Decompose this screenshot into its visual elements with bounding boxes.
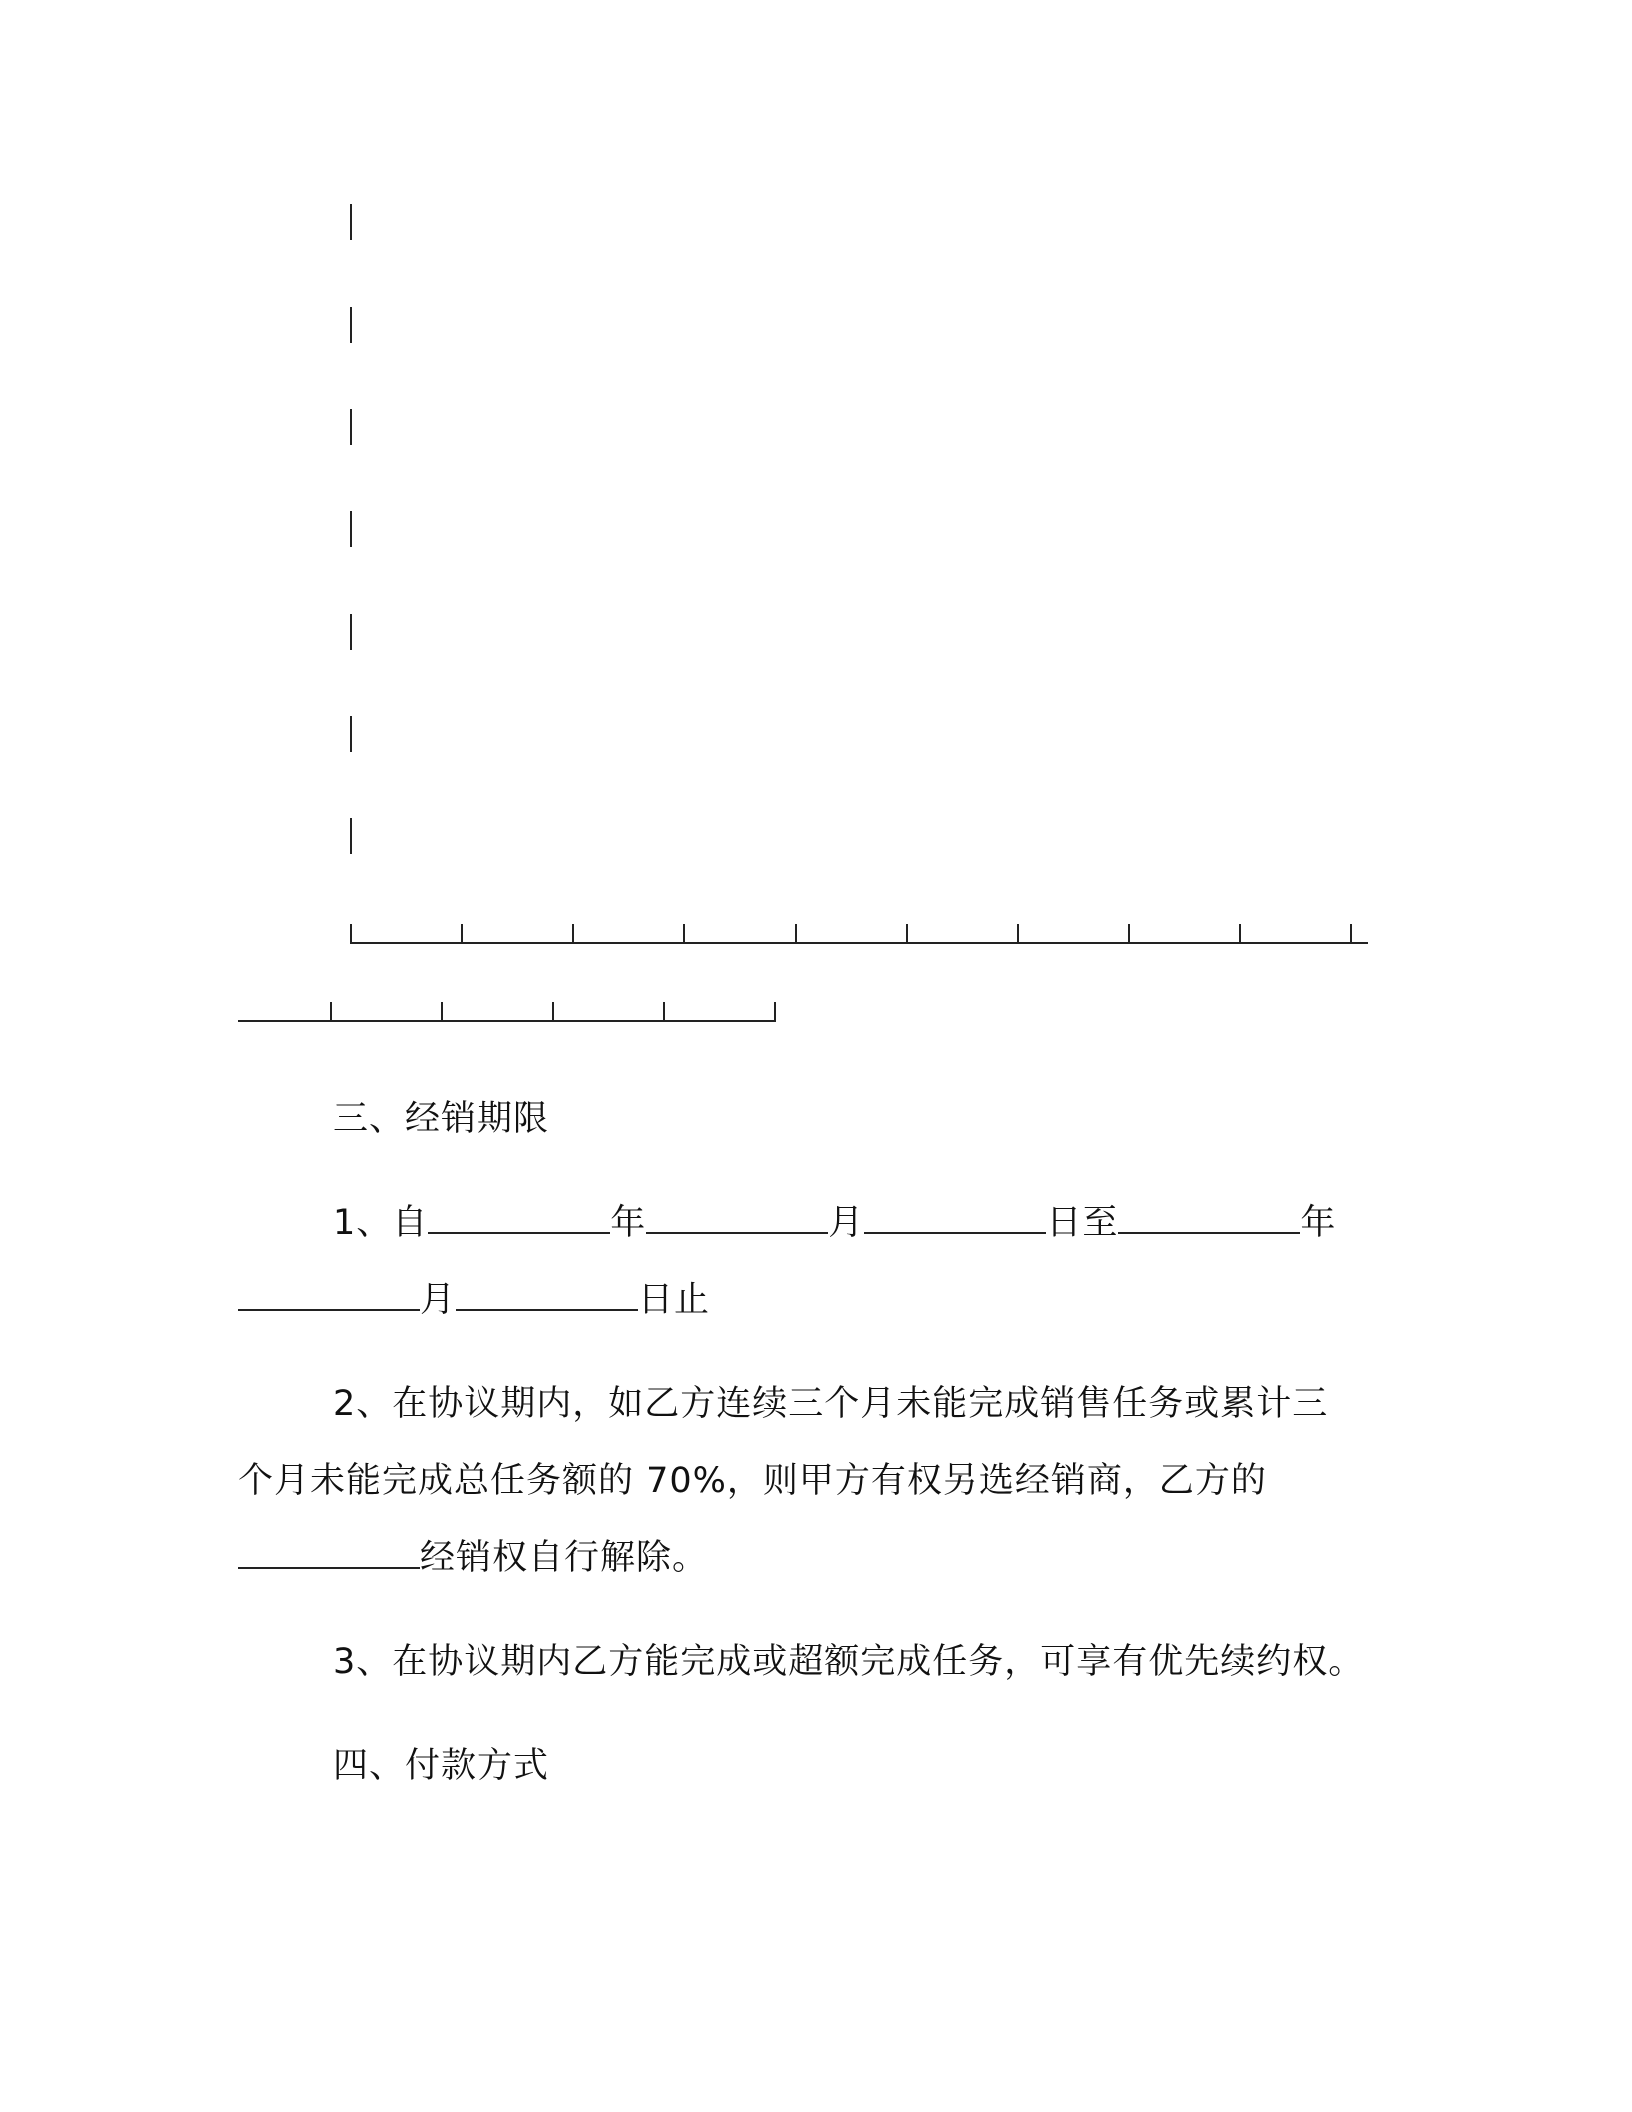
table-left-border: [350, 204, 352, 240]
table-column-tick: [441, 1002, 443, 1022]
section-3-item-1-line-1: [333, 1199, 1336, 1247]
blank-month-end[interactable]: [238, 1279, 420, 1311]
unit-day-end: 日止: [638, 1280, 711, 1320]
item-1-prefix: 1、自: [333, 1203, 429, 1243]
blank-year-end[interactable]: [1118, 1202, 1300, 1234]
section-3-heading: 三、经销期限: [333, 1099, 550, 1139]
table-left-border: [350, 614, 352, 650]
table-left-border: [350, 511, 352, 547]
table-left-border: [350, 716, 352, 752]
table-bottom-border: [350, 942, 1368, 944]
unit-month-end: 月: [420, 1280, 457, 1320]
table-column-tick: [1350, 924, 1352, 944]
table-left-border: [350, 307, 352, 343]
table-column-tick: [330, 1002, 332, 1022]
table-column-tick: [795, 924, 797, 944]
section-3-item-2-line-1: 2、在协议期内，如乙方连续三个月未能完成销售任务或累计三: [333, 1384, 1329, 1424]
table-column-tick: [663, 1002, 665, 1022]
table-column-tick: [1128, 924, 1130, 944]
table-column-tick: [774, 1002, 776, 1022]
unit-year-end: 年: [1300, 1203, 1337, 1243]
table-column-tick: [1239, 924, 1241, 944]
section-3-item-3: 3、在协议期内乙方能完成或超额完成任务，可享有优先续约权。: [333, 1642, 1365, 1682]
section-3-item-2-line-3: [238, 1534, 708, 1582]
table-column-tick: [572, 924, 574, 944]
table-left-border: [350, 818, 352, 854]
table-column-tick: [461, 924, 463, 944]
table-column-tick: [906, 924, 908, 944]
section-4-heading: 四、付款方式: [333, 1746, 550, 1786]
section-3-item-2-line-2: 个月未能完成总任务额的 70%，则甲方有权另选经销商，乙方的: [238, 1461, 1267, 1501]
item-2-line-3-suffix: 经销权自行解除。: [420, 1538, 709, 1578]
table-column-tick: [350, 924, 352, 944]
blank-month-start[interactable]: [646, 1202, 828, 1234]
table-bottom-border: [238, 1020, 776, 1022]
unit-day-to: 日至: [1046, 1203, 1119, 1243]
table-column-tick: [683, 924, 685, 944]
blank-party-b[interactable]: [238, 1537, 420, 1569]
table-left-border: [350, 409, 352, 445]
table-column-tick: [1017, 924, 1019, 944]
blank-day-start[interactable]: [864, 1202, 1046, 1234]
unit-month: 月: [828, 1203, 865, 1243]
blank-year-start[interactable]: [428, 1202, 610, 1234]
table-column-tick: [552, 1002, 554, 1022]
section-3-item-1-line-2: [238, 1276, 710, 1324]
blank-day-end[interactable]: [456, 1279, 638, 1311]
unit-year: 年: [610, 1203, 647, 1243]
